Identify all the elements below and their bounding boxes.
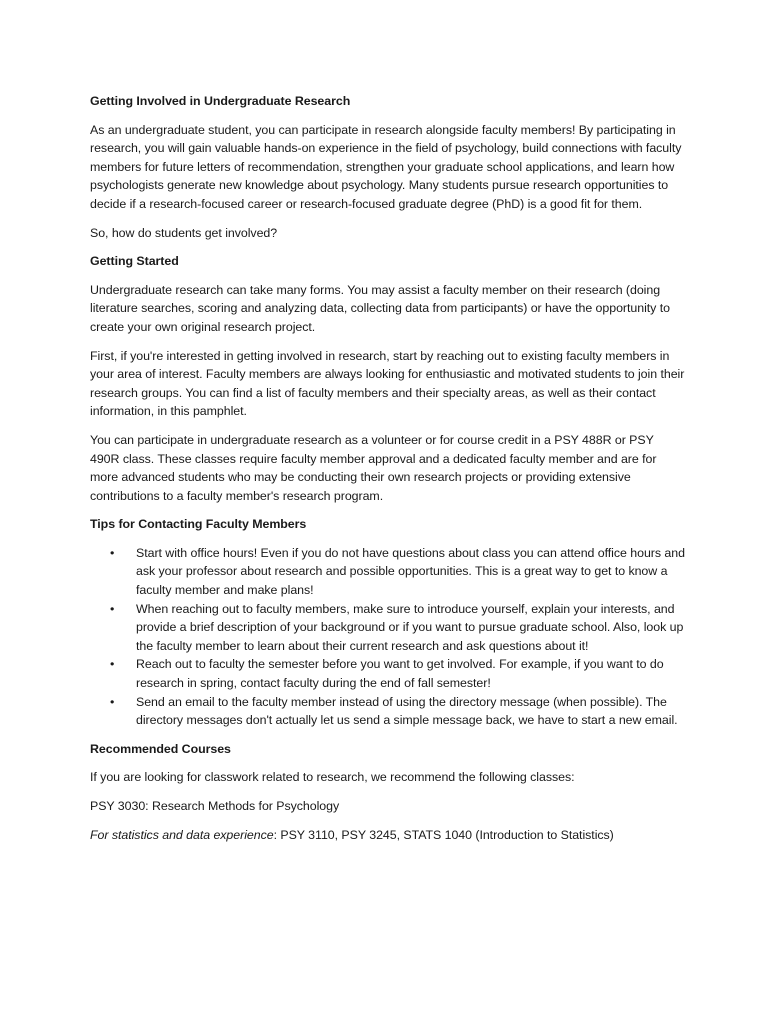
stats-label: For statistics and data experience: [90, 827, 274, 842]
courses-heading: Recommended Courses: [90, 741, 231, 756]
bullet-icon: •: [110, 545, 115, 560]
list-item-text: Send an email to the faculty member instead of using the directory message (when possible). The directory messages don't actually let us send a simple message back, we have to start a new email.: [136, 694, 678, 728]
stats-separator: :: [273, 827, 281, 842]
list-item: [90, 600, 686, 656]
stats-courses: PSY 3110, PSY 3245, STATS 1040 (Introduction to Statistics): [280, 827, 614, 842]
document-title: Getting Involved in Undergraduate Research: [90, 94, 351, 108]
list-item-text: Reach out to faculty the semester before you want to get involved. For example, if you want to do research in spring, contact faculty during the end of fall semester!: [136, 657, 664, 691]
tips-heading: Tips for Contacting Faculty Members: [90, 517, 307, 532]
methods-course: PSY 3030: Research Methods for Psychology: [90, 799, 340, 813]
question-paragraph: So, how do students get involved?: [90, 225, 278, 240]
list-item-text: When reaching out to faculty members, make sure to introduce yourself, explain your interests, and provide a brief description of your background or if you want to pursue graduate school. Also, look up the faculty member to learn about their current research and ask questions about it!: [136, 601, 684, 653]
list-item: [90, 544, 686, 600]
list-item: [90, 693, 686, 730]
bullet-icon: •: [110, 657, 115, 672]
courses-intro: If you are looking for classwork related to research, we recommend the following classes:: [90, 770, 575, 785]
list-item-text: Start with office hours! Even if you do not have questions about class you can attend office hours and ask your professor about research and possible opportunities. This is a great way to get to know a faculty member and make plans!: [136, 545, 685, 598]
intro-paragraph: As an undergraduate student, you can participate in research alongside faculty members! By participating in research, you will gain valuable hands-on experience in the field of psychology, build connections with faculty members for future letters of recommendation, strengthen your graduate school applications, and learn how psychologists generate new knowledge about psychology. Many students pursue research opportunities to decide if a research-focused career or research-focused graduate degree (PhD) is a good fit for them.: [90, 122, 682, 211]
stats-courses-line: [90, 826, 686, 845]
bullet-icon: •: [110, 601, 115, 616]
getting-started-paragraph-1: Undergraduate research can take many forms. You may assist a faculty member on their research (doing literature searches, scoring and analyzing data, collecting data from participants) or have the opportunity to create your own original research project.: [90, 282, 670, 334]
document-page: [90, 92, 686, 854]
getting-started-paragraph-2: First, if you're interested in getting involved in research, start by reaching out to existing faculty members in your area of interest. Faculty members are always looking for enthusiastic and motivated students to join their research groups. You can find a list of faculty members and their specialty areas, as well as their contact information, in this pamphlet.: [90, 348, 685, 419]
bullet-icon: •: [110, 694, 115, 709]
getting-started-heading: Getting Started: [90, 254, 179, 269]
list-item: [90, 655, 686, 692]
getting-started-paragraph-3: You can participate in undergraduate research as a volunteer or for course credit in a PSY 488R or PSY 490R class. These classes require faculty member approval and a dedicated faculty member and are for more advanced students who may be conducting their own research projects or providing extensive contributions to a faculty member's research program.: [90, 432, 657, 503]
tips-list: [90, 544, 686, 730]
